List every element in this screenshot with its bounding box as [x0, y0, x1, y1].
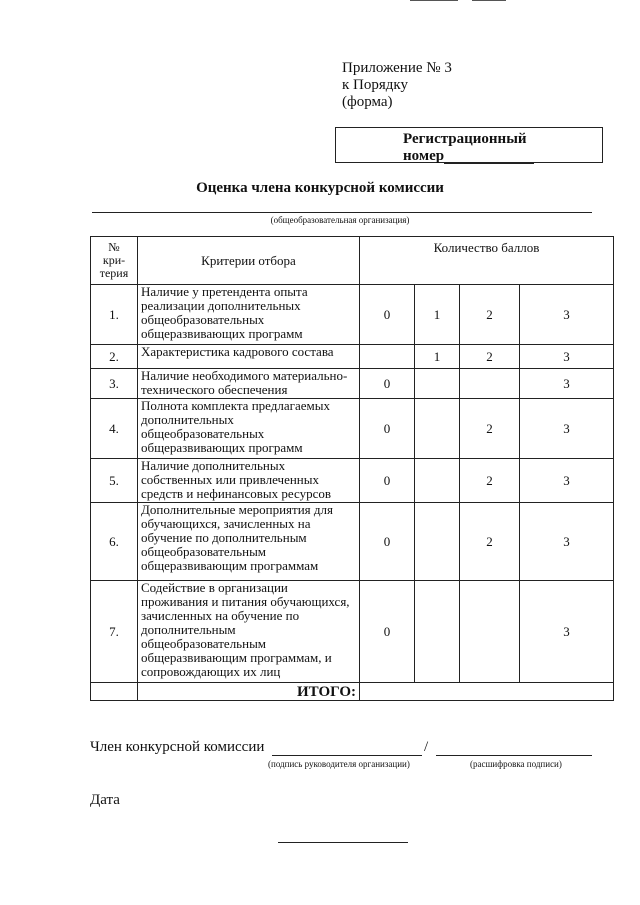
header-number-line: терия [99, 266, 129, 280]
total-value-field[interactable] [360, 683, 614, 701]
member-label: Член конкурсной комиссии [90, 739, 265, 755]
header-scores: Количество баллов [360, 237, 614, 285]
table-header-row [91, 237, 614, 285]
score-option-0 [360, 345, 415, 369]
page-title: Оценка члена конкурсной комиссии [196, 180, 444, 196]
criterion-text-line: общеобразовательным [141, 544, 267, 559]
criterion-description [138, 345, 360, 369]
registration-number-box [335, 127, 603, 163]
score-option-0[interactable]: 0 [360, 399, 415, 459]
criterion-text-line: Характеристика кадрового состава [141, 344, 334, 359]
registration-number-label: номер [403, 148, 445, 164]
signature-hint: (подпись руководителя организации) [268, 759, 410, 769]
criterion-description [138, 581, 360, 683]
criterion-row [91, 399, 614, 459]
criterion-description [138, 285, 360, 345]
top-edge-line [410, 0, 458, 1]
header-number [91, 237, 138, 285]
criterion-text-line: обучающихся, зачисленных на [141, 516, 311, 531]
organization-hint: (общеобразовательная организация) [270, 215, 410, 225]
criterion-number: 2. [91, 345, 138, 369]
score-option-0[interactable]: 0 [360, 581, 415, 683]
score-option-3[interactable]: 3 [520, 399, 614, 459]
criterion-text-line: общеобразовательных [141, 426, 265, 441]
appendix-line: к Порядку [342, 77, 408, 93]
criterion-text-line: Полнота комплекта предлагаемых [141, 398, 330, 413]
score-option-3[interactable]: 3 [520, 285, 614, 345]
criterion-number: 5. [91, 459, 138, 503]
registration-label: Регистрационный [403, 131, 527, 147]
score-option-0[interactable]: 0 [360, 285, 415, 345]
criterion-text-line: дополнительных [141, 412, 234, 427]
signature-decode-field[interactable] [436, 755, 592, 756]
criterion-text-line: сопровождающих их лиц [141, 664, 281, 679]
total-empty-cell [91, 683, 138, 701]
score-option-2 [460, 369, 520, 399]
criterion-row [91, 581, 614, 683]
score-option-1 [415, 503, 460, 581]
header-criteria: Критерии отбора [138, 237, 360, 285]
criterion-text-line: общеобразовательным [141, 636, 267, 651]
criterion-text-line: общеобразовательных [141, 312, 265, 327]
registration-number-field[interactable] [444, 150, 534, 164]
total-label: ИТОГО: [138, 683, 360, 701]
score-option-0[interactable]: 0 [360, 503, 415, 581]
score-option-2[interactable]: 2 [460, 399, 520, 459]
score-option-2 [460, 581, 520, 683]
score-option-3[interactable]: 3 [520, 345, 614, 369]
criterion-row [91, 285, 614, 345]
appendix-line: Приложение № 3 [342, 60, 452, 76]
score-option-2[interactable]: 2 [460, 503, 520, 581]
score-option-2[interactable]: 2 [460, 459, 520, 503]
criterion-text-line: Дополнительные мероприятия для [141, 502, 333, 517]
header-number-line: кри- [102, 253, 126, 267]
criterion-number: 6. [91, 503, 138, 581]
score-option-2[interactable]: 2 [460, 345, 520, 369]
signature-field[interactable] [272, 755, 422, 756]
score-option-3[interactable]: 3 [520, 503, 614, 581]
criterion-row [91, 459, 614, 503]
criterion-text-line: общеразвивающих программ [141, 440, 303, 455]
criterion-text-line: общеразвивающих программ [141, 326, 303, 341]
slash-separator: / [424, 739, 429, 755]
organization-field[interactable] [92, 212, 592, 213]
decode-hint: (расшифровка подписи) [470, 759, 562, 769]
appendix-block [342, 60, 452, 111]
criterion-text-line: Наличие у претендента опыта [141, 284, 308, 299]
criterion-number: 1. [91, 285, 138, 345]
score-option-3[interactable]: 3 [520, 369, 614, 399]
top-edge-line [472, 0, 506, 1]
criterion-text-line: собственных или привлеченных [141, 472, 319, 487]
registration-number-row [403, 148, 534, 164]
score-option-0[interactable]: 0 [360, 459, 415, 503]
score-option-0[interactable]: 0 [360, 369, 415, 399]
criterion-row [91, 369, 614, 399]
score-option-1[interactable]: 1 [415, 345, 460, 369]
criterion-number: 4. [91, 399, 138, 459]
criteria-table [90, 236, 614, 701]
criterion-description [138, 399, 360, 459]
criterion-text-line: средств и нефинансовых ресурсов [141, 486, 331, 501]
score-option-1 [415, 581, 460, 683]
criterion-text-line: Наличие необходимого материально- [141, 368, 348, 383]
criterion-text-line: проживания и питания обучающихся, [141, 594, 350, 609]
criterion-text-line: общеразвивающим программам, и [141, 650, 332, 665]
criterion-number: 7. [91, 581, 138, 683]
criterion-row [91, 345, 614, 369]
criterion-description [138, 369, 360, 399]
criterion-text-line: реализации дополнительных [141, 298, 301, 313]
criterion-number: 3. [91, 369, 138, 399]
score-option-1 [415, 459, 460, 503]
criterion-text-line: технического обеспечения [141, 382, 288, 397]
appendix-line: (форма) [342, 94, 393, 110]
header-number-line: № [108, 240, 120, 254]
criterion-description [138, 503, 360, 581]
criterion-text-line: Наличие дополнительных [141, 458, 286, 473]
criterion-text-line: зачисленных на обучение по [141, 608, 300, 623]
date-field[interactable] [278, 842, 408, 843]
criterion-row [91, 503, 614, 581]
score-option-1 [415, 399, 460, 459]
criterion-description [138, 459, 360, 503]
score-option-2[interactable]: 2 [460, 285, 520, 345]
score-option-1[interactable]: 1 [415, 285, 460, 345]
score-option-1 [415, 369, 460, 399]
criterion-text-line: общеразвивающим программам [141, 558, 319, 573]
total-row [91, 683, 614, 701]
date-label: Дата [90, 792, 120, 808]
score-option-3[interactable]: 3 [520, 581, 614, 683]
criterion-text-line: обучение по дополнительным [141, 530, 307, 545]
criterion-text-line: дополнительным [141, 622, 236, 637]
score-option-3[interactable]: 3 [520, 459, 614, 503]
criterion-text-line: Содействие в организации [141, 580, 288, 595]
